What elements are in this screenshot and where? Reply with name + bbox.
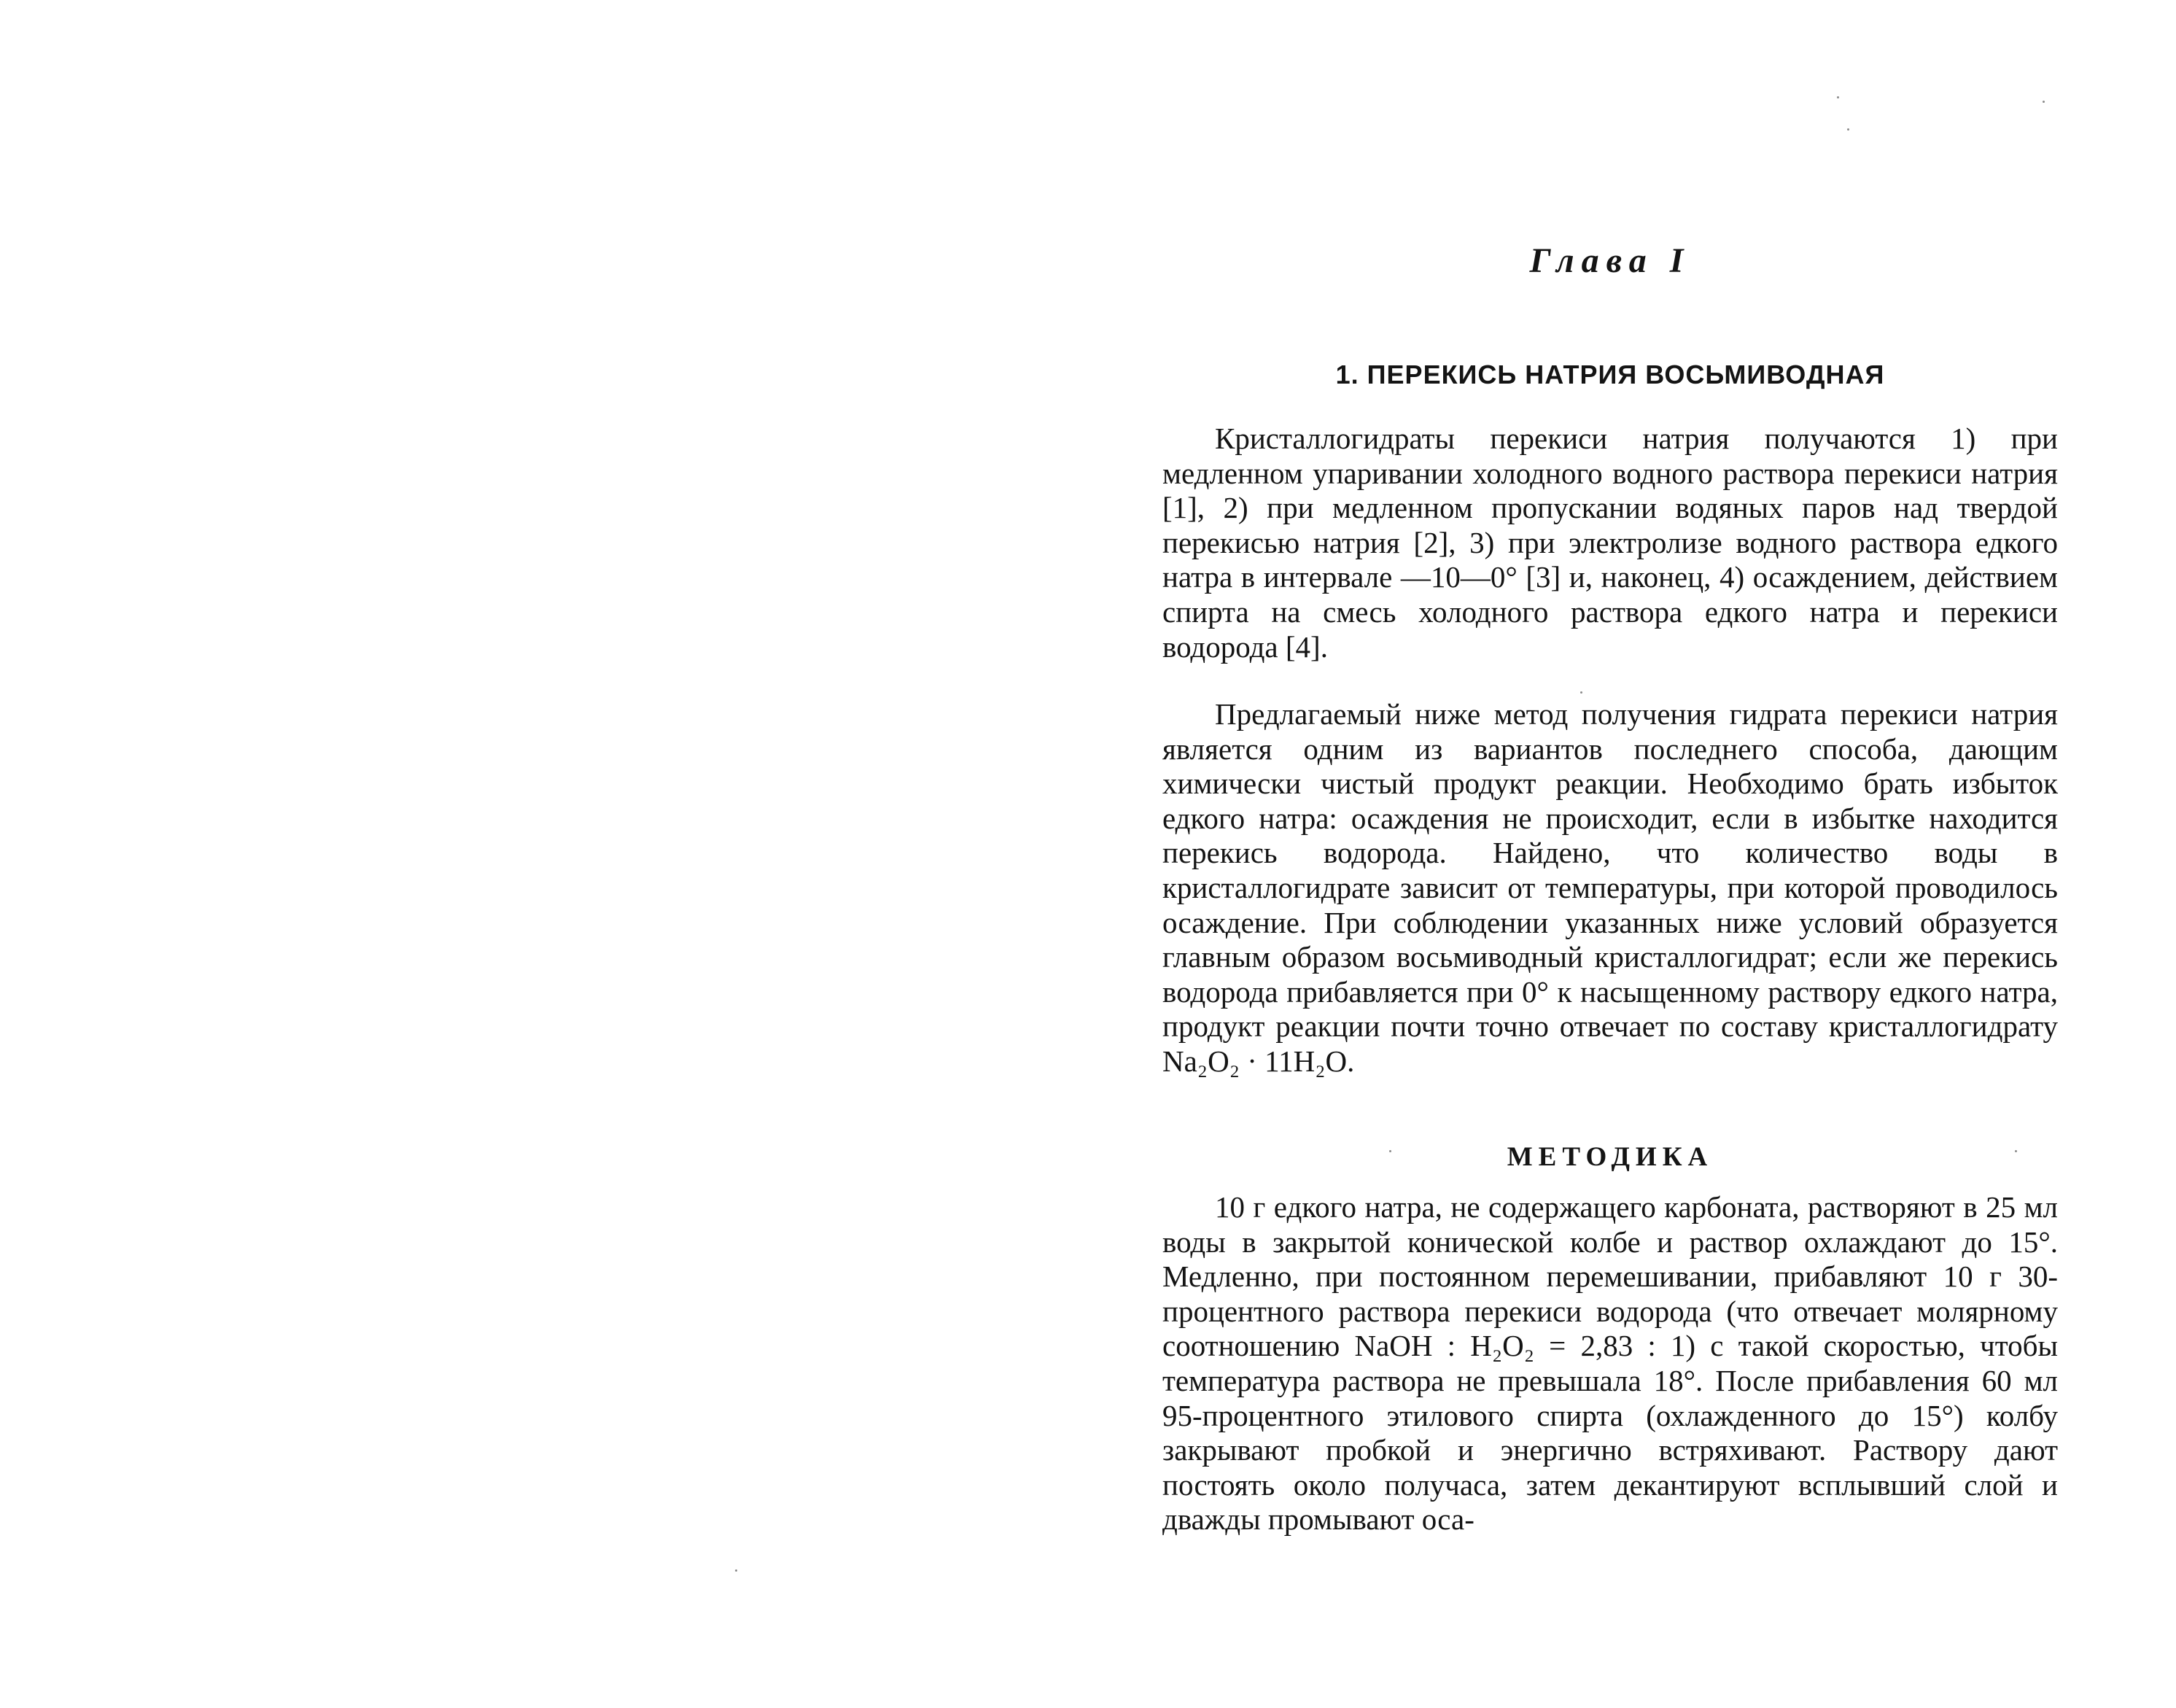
- scan-speck: [1580, 691, 1582, 694]
- paragraph-1: Кристаллогидраты перекиси натрия получаются 1) при медленном упаривании холодного водного раствора перекиси натрия [1], 2) при медленном пропускании водяных паров над твердой перекисью натрия [2], 3) при электролизе водного раствора едкого натра в интервале —10—0° [3] и, наконец, 4) осаждением, действием спирта на смесь холодного раствора едкого натра и перекиси водорода [4].: [1162, 422, 2058, 664]
- method-title: МЕТОДИКА: [1507, 1142, 1714, 1172]
- paragraph-3: 10 г едкого натра, не содержащего карбоната, растворяют в 25 мл воды в закрытой конической колбе и раствор охлаждают до 15°. Медленно, при постоянном перемешивании, прибавляют 10 г 30-процентного раствора перекиси водорода (что отвечает молярному соотношению NaOH : H₂O₂ = 2,83 : 1) с такой скоростью, чтобы температура раствора не превышала 18°. После прибавления 60 мл 95-процентного этилового спирта (охлажденного до 15°) колбу закрывают пробкой и энергично встряхивают. Раствору дают постоять около получаса, затем декантируют всплывший слой и дважды промывают оса-: [1162, 1190, 2058, 1537]
- paragraph-2: Предлагаемый ниже метод получения гидрата перекиси натрия является одним из вариантов последнего способа, дающим химически чистый продукт реакции. Необходимо брать избыток едкого натра: осаждения не происходит, если в избытке находится перекись водорода. Найдено, что количество воды в кристаллогидрате зависит от температуры, при которой проводилось осаждение. При соблюдении указанных ниже условий образуется главным образом восьмиводный кристаллогидрат; если же перекись водорода прибавляется при 0° к насыщенному раствору едкого натра, продукт реакции почти точно отвечает по составу кристаллогидрату Na₂O₂ · 11H₂O.: [1162, 697, 2058, 1078]
- scan-speck: [2043, 101, 2045, 103]
- section-title: 1. ПЕРЕКИСЬ НАТРИЯ ВОСЬМИВОДНАЯ: [1335, 360, 1885, 389]
- scan-speck: [735, 1569, 737, 1572]
- blank-left-page: [0, 0, 1021, 1708]
- scan-speck: [1847, 128, 1849, 131]
- chapter-heading: Глава I: [1529, 241, 1691, 280]
- scan-speck: [1837, 96, 1839, 98]
